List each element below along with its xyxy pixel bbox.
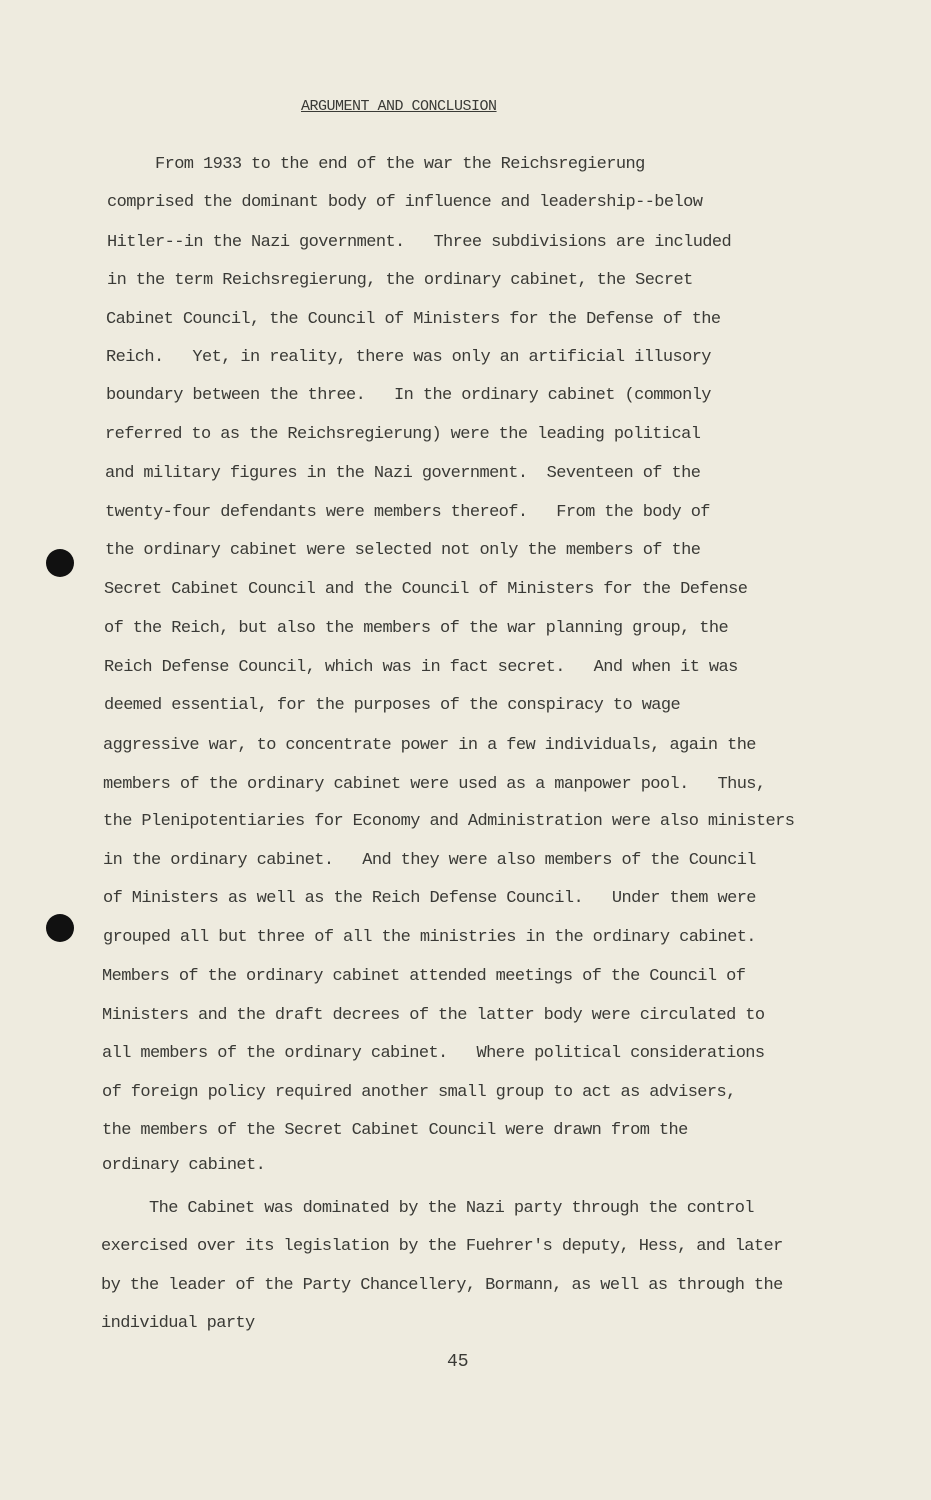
text-line: the Plenipotentiaries for Economy and Administration were also ministers (103, 812, 795, 831)
document-title: ARGUMENT AND CONCLUSION (301, 98, 497, 115)
text-line: exercised over its legislation by the Fuehrer's deputy, Hess, and later (101, 1237, 783, 1256)
text-line: all members of the ordinary cabinet. Where political considerations (102, 1044, 765, 1063)
text-line: Reich Defense Council, which was in fact secret. And when it was (104, 658, 738, 677)
text-line: comprised the dominant body of influence and leadership--below (107, 193, 703, 212)
text-line: the members of the Secret Cabinet Council were drawn from the (102, 1121, 688, 1140)
text-line: Ministers and the draft decrees of the latter body were circulated to (102, 1006, 765, 1025)
punch-hole (46, 549, 74, 577)
text-line: twenty-four defendants were members thereof. From the body of (105, 503, 710, 522)
text-line: referred to as the Reichsregierung) were the leading political (105, 425, 701, 444)
text-line: boundary between the three. In the ordinary cabinet (commonly (106, 386, 711, 405)
text-line: Cabinet Council, the Council of Ministers for the Defense of the (106, 310, 721, 329)
text-line: Hitler--in the Nazi government. Three subdivisions are included (107, 233, 732, 252)
text-line: Secret Cabinet Council and the Council of Ministers for the Defense (104, 580, 748, 599)
text-line: grouped all but three of all the ministries in the ordinary cabinet. (103, 928, 756, 947)
text-line: individual party (101, 1314, 255, 1333)
text-line: by the leader of the Party Chancellery, Bormann, as well as through the (101, 1276, 783, 1295)
text-line: the ordinary cabinet were selected not only the members of the (105, 541, 701, 560)
text-line: deemed essential, for the purposes of the conspiracy to wage (104, 696, 681, 715)
text-line: of foreign policy required another small group to act as advisers, (102, 1083, 736, 1102)
text-line: From 1933 to the end of the war the Reichsregierung (155, 155, 645, 174)
text-line: in the term Reichsregierung, the ordinary cabinet, the Secret (107, 271, 693, 290)
punch-hole (46, 914, 74, 942)
text-line: of Ministers as well as the Reich Defense Council. Under them were (103, 889, 756, 908)
text-line: The Cabinet was dominated by the Nazi party through the control (149, 1199, 754, 1218)
text-line: of the Reich, but also the members of the war planning group, the (104, 619, 729, 638)
text-line: aggressive war, to concentrate power in a few individuals, again the (103, 736, 756, 755)
text-line: ordinary cabinet. (102, 1156, 266, 1175)
page-number: 45 (447, 1352, 469, 1372)
text-line: Members of the ordinary cabinet attended meetings of the Council of (102, 967, 746, 986)
text-line: Reich. Yet, in reality, there was only an artificial illusory (106, 348, 711, 367)
text-line: members of the ordinary cabinet were used as a manpower pool. Thus, (103, 775, 766, 794)
text-line: and military figures in the Nazi government. Seventeen of the (105, 464, 701, 483)
text-line: in the ordinary cabinet. And they were also members of the Council (103, 851, 756, 870)
